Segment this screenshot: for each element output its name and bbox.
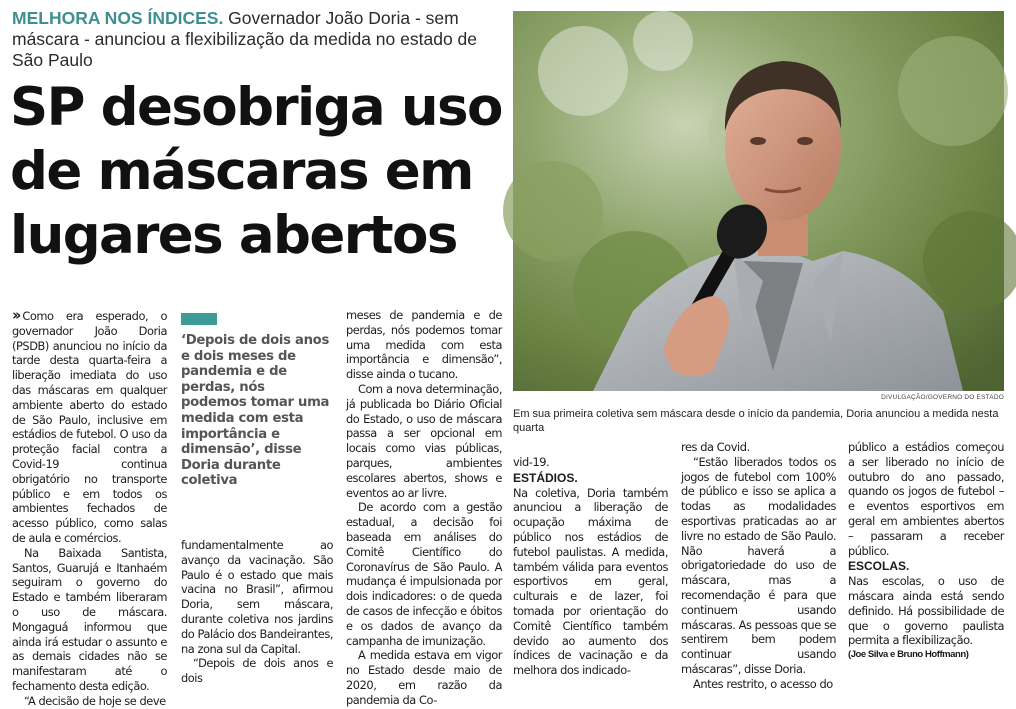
subheading-escolas: ESCOLAS. xyxy=(848,559,910,574)
chevron-right-icon: ›› xyxy=(12,306,19,324)
paragraph: A medida estava em vigor no Estado desde maio de 2020, em razão da pandemia da Co- xyxy=(346,648,502,707)
paragraph: Nas escolas, o uso de máscara ainda está sendo definido. Há possibilidade de que o governo paulista permita a flexibilização. xyxy=(848,574,1004,648)
photo-caption: Em sua primeira coletiva sem máscara desde o início da pandemia, Doria anunciou a medida nesta quarta xyxy=(513,408,999,434)
kicker xyxy=(12,8,502,71)
paragraph: Na coletiva, Doria também anunciou a liberação de ocupação máxima de público nos estádios de futebol paulistas. A medida, também válida para eventos esportivos em geral, culturais e de lazer, foi tomada por orientação do Comitê Científico também devido ao aumento dos índices de vacinação e da melhora dos indicado- xyxy=(513,485,668,678)
paragraph: Antes restrito, o acesso do xyxy=(693,676,833,691)
paragraph: “Estão liberados todos os jogos de futebol com 100% de público e isso se aplica a todas as modalidades esportivas praticadas ao ar livre no estado de São Paulo. Não haverá a obrigatoriedade do uso de máscara, mas a recomendação é para que continuem usando máscaras. As pessoas que se sentirem bem podem continuar usando máscaras”, disse Doria. xyxy=(681,454,836,676)
article-column-5 xyxy=(681,440,836,692)
paragraph: meses de pandemia e de perdas, nós podemos tomar uma medida com esta importância e dimensão”, disse ainda o tucano. xyxy=(346,308,502,382)
quote-accent-bar xyxy=(181,313,217,325)
paragraph: De acordo com a gestão estadual, a decisão foi baseada em análises do Comitê Científico do Coronavírus de São Paulo. A mudança é impulsionada por dois indicadores: o de queda de casos de infecção e óbitos e os dados de avanço da campanha de imunização. xyxy=(346,500,502,648)
kicker-text: Governador João Doria - sem máscara - anunciou a flexibilização da medida no estado de São Paulo xyxy=(12,8,478,70)
photo-doria xyxy=(513,11,1004,391)
paragraph: “A decisão de hoje se deve xyxy=(24,693,166,708)
paragraph: vid-19. xyxy=(513,455,550,469)
article-column-4 xyxy=(513,455,668,678)
paragraph: Com a nova determinação, já publicada bo Diário Oficial do Estado, o uso de máscara passa a ser opcional em locais como vias públicas, parques, ambientes escolares abertos, shows e eventos ao ar livre. xyxy=(346,381,502,500)
article-column-6 xyxy=(848,440,1004,663)
paragraph: Como era esperado, o governador João Doria (PSDB) anunciou no início da tarde desta quarta-feira a liberação imediata do uso das máscaras em qualquer ambiente aberto do estado de São Paulo, inclusive em estádios de futebol. O uso da proteção facial contra a Covid-19 continua obrigatório no transporte público e em todos os ambientes fechados de acesso público, como salas de aula e comércios. xyxy=(12,309,167,545)
headline: SP desobriga uso de máscaras em lugares abertos xyxy=(10,77,502,266)
paragraph: “Depois de dois anos e dois xyxy=(181,656,333,686)
paragraph: res da Covid. xyxy=(681,440,750,454)
kicker-tag: MELHORA NOS ÍNDICES. xyxy=(12,8,224,28)
article-column-2 xyxy=(181,538,333,686)
paragraph: público a estádios começou a ser liberado no início de outubro do ano passado, quando os jogos de futebol – e eventos esportivos em geral em ambientes abertos – passaram a receber público. xyxy=(848,440,1004,558)
article-column-3 xyxy=(346,308,502,708)
subheading-estadios: ESTÁDIOS. xyxy=(513,470,578,485)
paragraph: fundamentalmente ao avanço da vacinação. São Paulo é o estado que mais vacina no Brasil”, afirmou Doria, sem máscara, durante coletiva nos jardins do Palácio dos Bandeirantes, na zona sul da Capital. xyxy=(181,538,333,656)
photo-credit: DIVULGAÇÃO/GOVERNO DO ESTADO xyxy=(881,394,1004,401)
pull-quote: ‘Depois de dois anos e dois meses de pandemia e de perdas, nós podemos tomar uma medida com esta importância e dimensão’, disse Doria durante coletiva xyxy=(181,333,330,489)
paragraph: Na Baixada Santista, Santos, Guarujá e Itanhaém seguiram o governo do Estado e também liberaram o uso de máscara. Mongaguá informou que ainda irá estudar o assunto e as demais cidades não se manifestaram até o fechamento desta edição. xyxy=(12,545,167,693)
byline: (Joe Silva e Bruno Hoffmann) xyxy=(848,649,969,661)
article-column-1 xyxy=(12,308,167,709)
